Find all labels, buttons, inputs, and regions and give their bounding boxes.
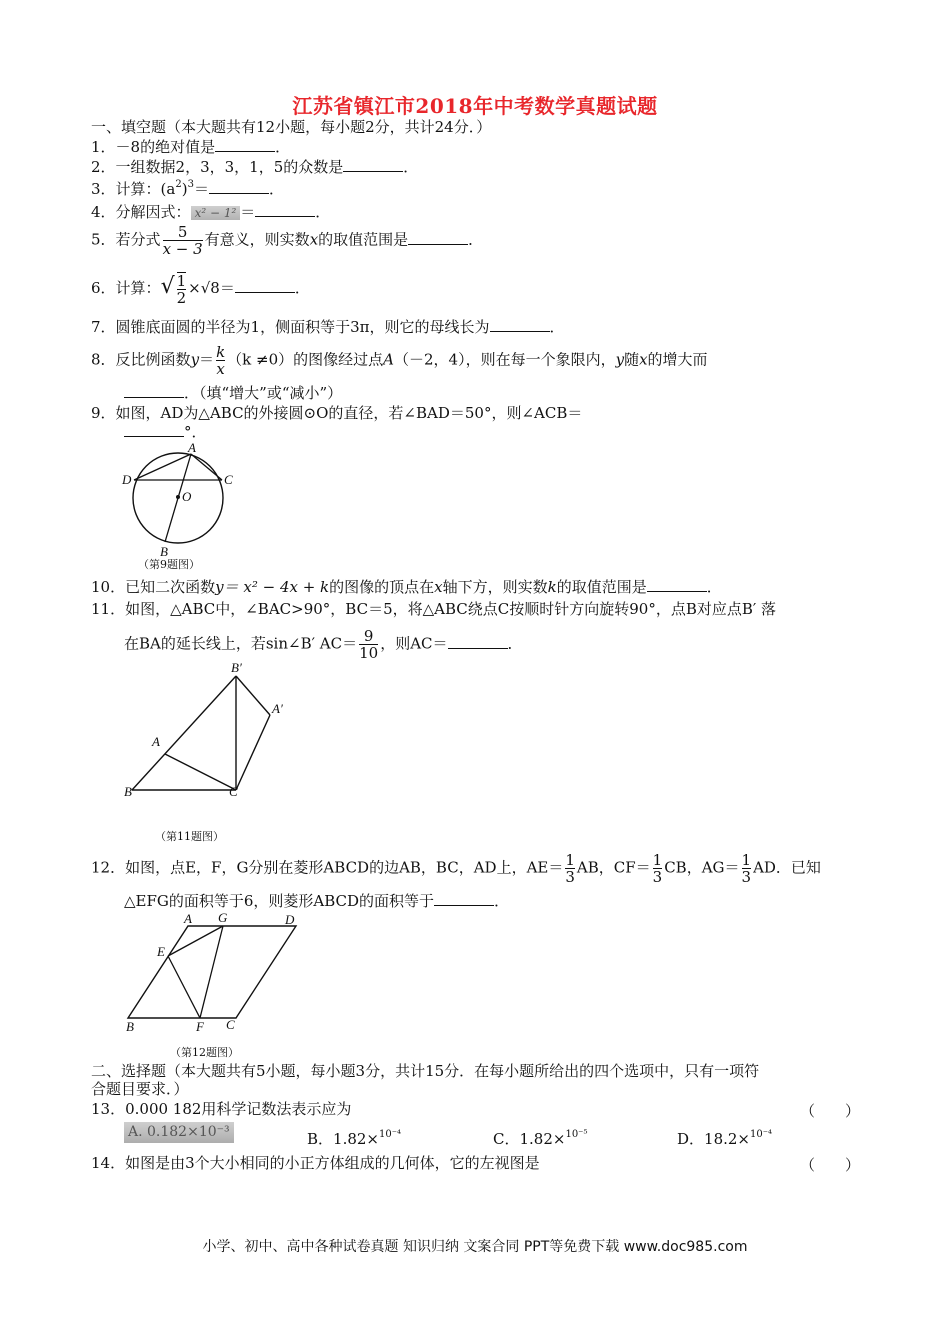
label-b: B <box>160 544 168 559</box>
figure-11-rotation-diagram <box>120 660 300 800</box>
section-2-header: 二、选择题（本大题共有5小题，每小题3分，共计15分．在每小题所给出的四个选项中，只有一项符 <box>91 1062 760 1080</box>
question-14: 14．如图是由3个大小相同的小正方体组成的几何体，它的左视图是 <box>91 1154 540 1172</box>
question-12: 12．如图，点E，F，G分别在菱形ABCD的边AB，BC，AD上，AE＝ $\frac{1}{3}$ AB，CF＝ $\frac{1}{3}$ CB，AG＝ $\frac{1}{3}$ AD．已知 <box>91 851 821 886</box>
label-g: G <box>218 910 228 925</box>
question-7: 7．圆锥底面圆的半径为1，侧面积等于3π，则它的母线长为 ． <box>91 318 565 336</box>
label-a: A <box>184 911 192 926</box>
label-d: D <box>285 912 295 927</box>
question-5: 5．若分式 $\frac{5}{x - 3}$ 有意义，则实数x的取值范围是 ． <box>91 223 484 258</box>
segment-eg <box>168 926 223 956</box>
question-13: 13．0.000 182用科学记数法表示应为 <box>91 1100 352 1118</box>
section-2-header-line2: 合题目要求．） <box>91 1080 189 1098</box>
page-footer: 小学、初中、高中各种试卷真题 知识归纳 文案合同 PPT等免费下载 www.doc985.com <box>202 1239 748 1255</box>
segment-ac <box>191 454 222 480</box>
question-11: 11．如图，△ABC中，∠BAC>90°，BC＝5，将△ABC绕点C按顺时针方向旋转90°，点B对应点B′ 落 <box>91 600 777 618</box>
label-e: E <box>157 944 165 959</box>
fraction: $\frac{9}{10}$ <box>359 627 379 662</box>
segment-ac <box>165 754 236 790</box>
fraction: $\frac{1}{3}$ <box>741 851 752 886</box>
answer-blank[interactable] <box>209 181 269 194</box>
page-title: 江苏省镇江市2018年中考数学真题试题 <box>292 94 658 118</box>
label-a: A <box>152 734 160 749</box>
label-c: C <box>224 472 233 487</box>
question-10: 10．已知二次函数y＝ x² − 4x + k的图像的顶点在x轴下方，则实数k的取值范围是 ． <box>91 578 722 596</box>
question-8-line2: ．（填“增大”或“减小”） <box>124 384 342 403</box>
center-point <box>176 495 180 499</box>
label-c: C <box>226 1017 235 1032</box>
figure-12-caption: （第12题图） <box>170 1046 239 1059</box>
segment-b-prime-a-prime <box>236 676 270 715</box>
question-1: 1．－8的绝对值是 ． <box>91 138 291 156</box>
answer-blank[interactable] <box>448 636 508 649</box>
question-4: 4．分解因式： x² − 1² ＝ ． <box>91 203 331 221</box>
label-d: D <box>122 472 132 487</box>
label-b: B <box>126 1019 134 1033</box>
segment-bb-prime <box>132 676 236 790</box>
question-2: 2．一组数据2，3，3，1，5的众数是 ． <box>91 158 419 176</box>
label-f: F <box>196 1019 204 1033</box>
answer-blank[interactable] <box>343 159 403 172</box>
fraction: $\frac{1}{3}$ <box>565 851 575 886</box>
figure-9-caption: （第9题图） <box>138 558 200 571</box>
answer-blank[interactable] <box>434 893 494 906</box>
answer-parens[interactable]: （ ） <box>800 1102 861 1120</box>
option-a[interactable]: A. 0.182×10⁻³ <box>124 1122 234 1143</box>
figure-12-rhombus-diagram <box>120 908 320 1033</box>
segment-gf <box>200 926 223 1018</box>
fraction: $\frac{5}{x - 3}$ <box>162 223 203 258</box>
question-12-line2: △EFG的面积等于6，则菱形ABCD的面积等于 ． <box>124 892 510 910</box>
label-b: B <box>124 784 132 799</box>
fraction: $\frac{1}{3}$ <box>652 851 663 886</box>
answer-blank[interactable] <box>255 204 315 217</box>
answer-blank[interactable] <box>215 139 275 152</box>
option-b[interactable]: B．1.82×$^{10^{-4}}$ <box>307 1129 402 1148</box>
question-8: 8．反比例函数y＝ $\frac{k}{x}$ （k ≠0）的图像经过点A（－2，4），则在每一个象限内，y随x的增大而 <box>91 343 708 378</box>
fraction: $\frac{k}{x}$ <box>216 343 226 378</box>
segment-ef <box>168 956 200 1018</box>
label-c: C <box>229 784 238 799</box>
question-6: 6．计算：√ $\frac{1}{2}$ ×√8＝ ． <box>91 272 310 307</box>
answer-blank[interactable] <box>235 280 295 293</box>
answer-blank[interactable] <box>490 319 550 332</box>
figure-9-circle-diagram <box>120 440 240 560</box>
expression-image: x² − 1² <box>191 206 241 220</box>
fraction: $\frac{1}{2}$ <box>176 272 187 307</box>
label-b-prime: B′ <box>231 660 242 675</box>
question-9-line2: °． <box>124 423 207 442</box>
question-9: 9．如图，AD为△ABC的外接圆⊙O的直径，若∠BAD＝50°，则∠ACB＝ <box>91 404 583 422</box>
question-11-line2: 在BA的延长线上，若sin∠B′ AC＝ $\frac{9}{10}$ ，则AC＝ ． <box>124 627 523 662</box>
section-1-header: 一、填空题（本大题共有12小题，每小题2分，共计24分．） <box>91 118 492 136</box>
answer-parens[interactable]: （ ） <box>800 1156 861 1174</box>
question-3: 3．计算：$(a^2)^3=$ ． <box>91 179 284 198</box>
label-a-prime: A′ <box>272 701 283 716</box>
answer-blank[interactable] <box>124 424 184 437</box>
segment-ad <box>134 454 191 480</box>
answer-blank[interactable] <box>124 385 184 398</box>
figure-11-caption: （第11题图） <box>155 830 224 843</box>
answer-blank[interactable] <box>408 232 468 245</box>
segment-a-prime-c <box>236 715 270 790</box>
label-a: A <box>188 440 196 455</box>
answer-blank[interactable] <box>647 579 707 592</box>
option-c[interactable]: C．1.82×$^{10^{-5}}$ <box>493 1129 588 1148</box>
label-o: O <box>182 489 192 504</box>
option-d[interactable]: D．18.2×$^{10^{-4}}$ <box>677 1129 773 1148</box>
